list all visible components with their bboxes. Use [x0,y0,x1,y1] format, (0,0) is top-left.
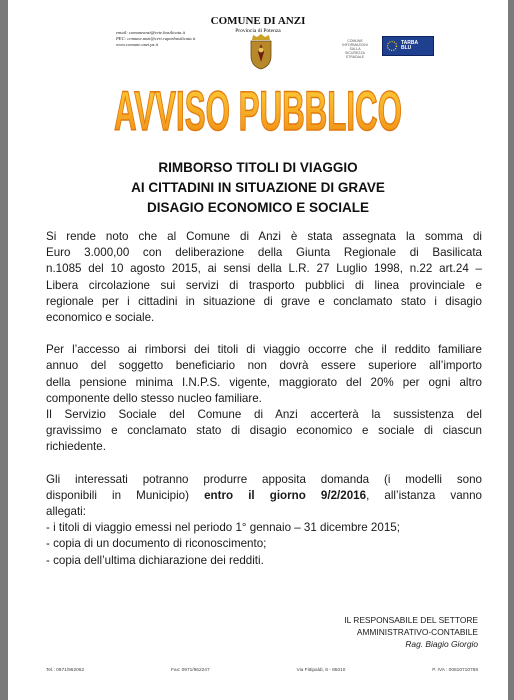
paragraph-line: Euro 3.000,00 con deliberazione della Giunta Regionale di Basilicata [46,246,482,260]
paragraph-line: Libera circolazione sui servizi di trasporto pubblici di linea provinciale e [46,278,482,292]
title-line: DISAGIO ECONOMICO E SOCIALE [146,200,370,215]
footer-phone: Tel.: 0971/962062 [46,668,85,673]
paragraph-line: Per l’accesso ai rimborsi dei titoli di viaggio occorre che il reddito familiare [46,343,482,357]
attachment-item: - i titoli di viaggio emessi nel periodo 1° gennaio – 31 dicembre 2015; [46,521,400,535]
document-page [8,0,508,700]
attachment-item: - copia di un documento di riconoscimento; [46,537,267,551]
deadline-date: entro il giorno 9/2/2016 [204,488,367,502]
signature-role: IL RESPONSABILE DEL SETTORE [344,615,478,625]
paragraph-line: economico e sociale. [46,311,155,325]
paragraph-line: regionale per i cittadini in situazione di grave e conclamato stato i disagio [46,294,482,308]
province-name: Provincia di Potenza [235,28,281,34]
eu-stars-icon [386,40,398,52]
title-line: AI CITTADINI IN SITUAZIONE DI GRAVE [131,180,385,195]
signature-block [344,614,478,650]
signature-name: Rag. Biagio Giorgio [405,639,478,649]
comune-name: COMUNE DI ANZI [210,15,306,27]
page-footer [46,668,478,673]
paragraph-line: richiedente. [46,440,106,454]
attachment-item: - copia dell’ultima dichiarazione dei redditi. [46,553,264,567]
paragraph-line-deadline: disponibili in Municipio) entro il giorno 9/2/2016, all’istanza vanno [46,488,483,502]
paragraph-line: n.1085 del 10 agosto 2015, ai sensi della L.R. 27 Luglio 1998, n.22 art.24 – [46,262,482,276]
footer-fax: Fax: 0971/962247 [170,668,210,673]
paragraph-line: componente dello stesso nucleo familiare. [46,391,262,405]
crest-icon [248,34,274,70]
paragraph-line: annuo del soggetto beneficiario non dovrà essere superiore all’importo [46,359,482,373]
title-line: RIMBORSO TITOLI DI VIAGGIO [158,160,358,175]
contact-pec: PEC: comune.anzi@cert.ruparbasilicata.it [116,36,196,41]
contact-email: email: comuneanzi@rete.basilicata.it [116,30,185,35]
contact-website: www.comune.anzi.pz.it [116,42,159,47]
headline-text: AVVISO PUBBLICO [114,79,402,142]
paragraph-line: Si rende noto che al Comune di Anzi è stata assegnata la somma di [46,230,482,243]
tarba-blu-logo: TARBA BLU [382,36,434,56]
notice-title [8,158,508,218]
headline-banner [108,72,408,142]
paragraph-line: Il Servizio Sociale del Comune di Anzi accerterà la sussistenza del [46,408,482,422]
paragraph-line: Gli interessati potranno produrre apposita domanda (i modelli sono [46,472,482,486]
road-safety-badge: COMUNE INFORMAZIONI SULLA SICUREZZA STRADALE [342,39,368,59]
footer-vat: P. IVA : 00810710768 [432,668,478,673]
footer-address: Via Fittipaldi, 8 - 85010 [296,668,346,673]
paragraph-line: della pensione minima I.N.P.S. vigente, maggiorato del 20% per ogni altro [46,375,482,389]
signature-department: AMMINISTRATIVO-CONTABILE [356,627,478,637]
paragraph-line: gravissimo e conclamato stato di disagio economico e sociale di ciascun [46,424,482,438]
paragraph-line: allegati: [46,505,86,519]
notice-body [46,229,482,569]
